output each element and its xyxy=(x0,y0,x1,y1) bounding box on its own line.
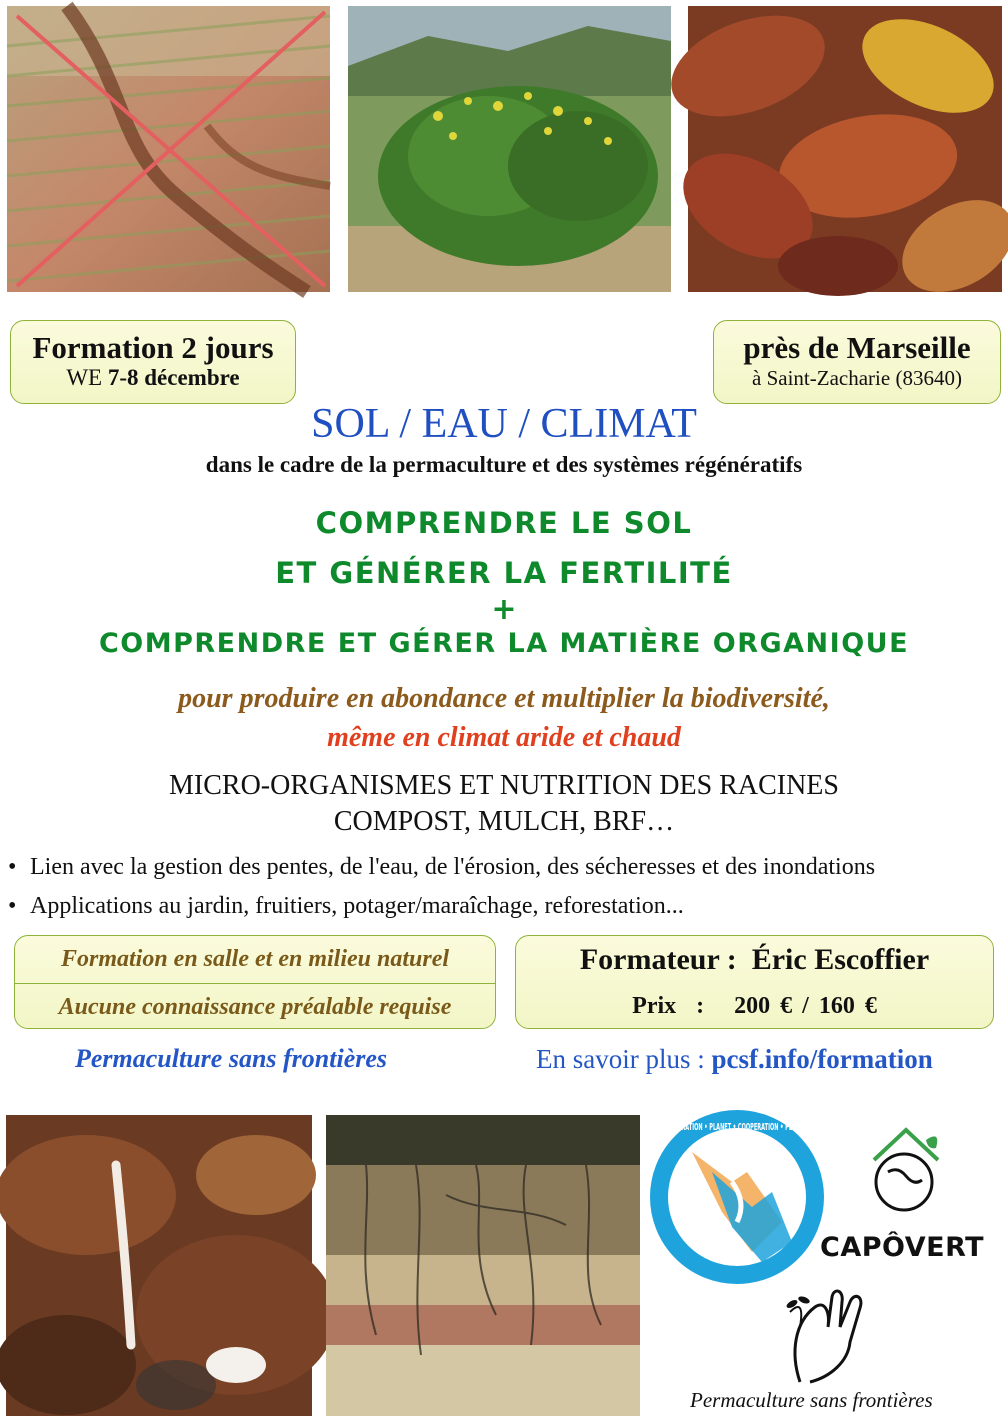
cooperation-planet-logo xyxy=(652,1112,822,1282)
permaculture-hand-logo xyxy=(770,1282,880,1387)
headline-2: ET GÉNÉRER LA FERTILITÉ xyxy=(275,556,733,590)
location-box xyxy=(713,320,1001,404)
bullet-list xyxy=(8,848,875,926)
format-info-box xyxy=(14,935,496,1029)
prerequisite-line: Aucune connaissance préalable requise xyxy=(15,983,495,1031)
headline-1: COMPRENDRE LE SOL xyxy=(315,506,693,540)
topics-line-1: MICRO-ORGANISMES ET NUTRITION DES RACINES xyxy=(169,770,839,801)
headline-3: COMPRENDRE ET GÉRER LA MATIÈRE ORGANIQUE xyxy=(98,628,910,659)
training-duration-title: Formation 2 jours xyxy=(32,330,274,365)
capovert-logo-text: CAPÔVERT xyxy=(820,1232,985,1263)
more-info-link[interactable]: En savoir plus : pcsf.info/formation xyxy=(536,1044,933,1074)
cooperation-ring-text: COOPERATION • PLANET • COOPERATION • PLANET • xyxy=(662,1122,812,1133)
photo-eroded-field xyxy=(7,6,330,292)
organization-name: Permaculture sans frontières xyxy=(75,1044,388,1073)
price-line: Prix : 200 € / 160 € xyxy=(632,993,877,1019)
location-place: à Saint-Zacharie (83640) xyxy=(752,366,962,390)
trainer-info-box xyxy=(515,935,994,1029)
photo-dead-leaves xyxy=(688,6,1002,292)
headline-plus: + xyxy=(491,592,517,627)
format-line: Formation en salle et en milieu naturel xyxy=(60,946,450,972)
photo-soil-profile xyxy=(326,1115,640,1416)
capovert-house-icon xyxy=(866,1120,946,1230)
tagline-1: pour produire en abondance et multiplier la biodiversité, xyxy=(178,683,830,714)
topics-line-2: COMPOST, MULCH, BRF… xyxy=(333,806,675,837)
training-dates: WE 7-8 décembre xyxy=(66,365,240,390)
trainer-line: Formateur : Éric Escoffier xyxy=(579,943,930,976)
tagline-2: même en climat aride et chaud xyxy=(327,722,681,753)
page-subtitle: dans le cadre de la permaculture et des systèmes régénératifs xyxy=(205,452,803,477)
page-title: SOL / EAU / CLIMAT xyxy=(311,401,697,447)
logo-caption: Permaculture sans frontières xyxy=(690,1388,933,1412)
bullet-item: • Applications au jardin, fruitiers, potager/maraîchage, reforestation... xyxy=(8,887,875,926)
training-duration-box xyxy=(10,320,296,404)
photo-mustard-plants xyxy=(348,6,671,292)
photo-springtails xyxy=(6,1115,312,1416)
bullet-item: • Lien avec la gestion des pentes, de l'eau, de l'érosion, des sécheresses et des inondations xyxy=(8,848,875,887)
location-title: près de Marseille xyxy=(743,330,971,365)
